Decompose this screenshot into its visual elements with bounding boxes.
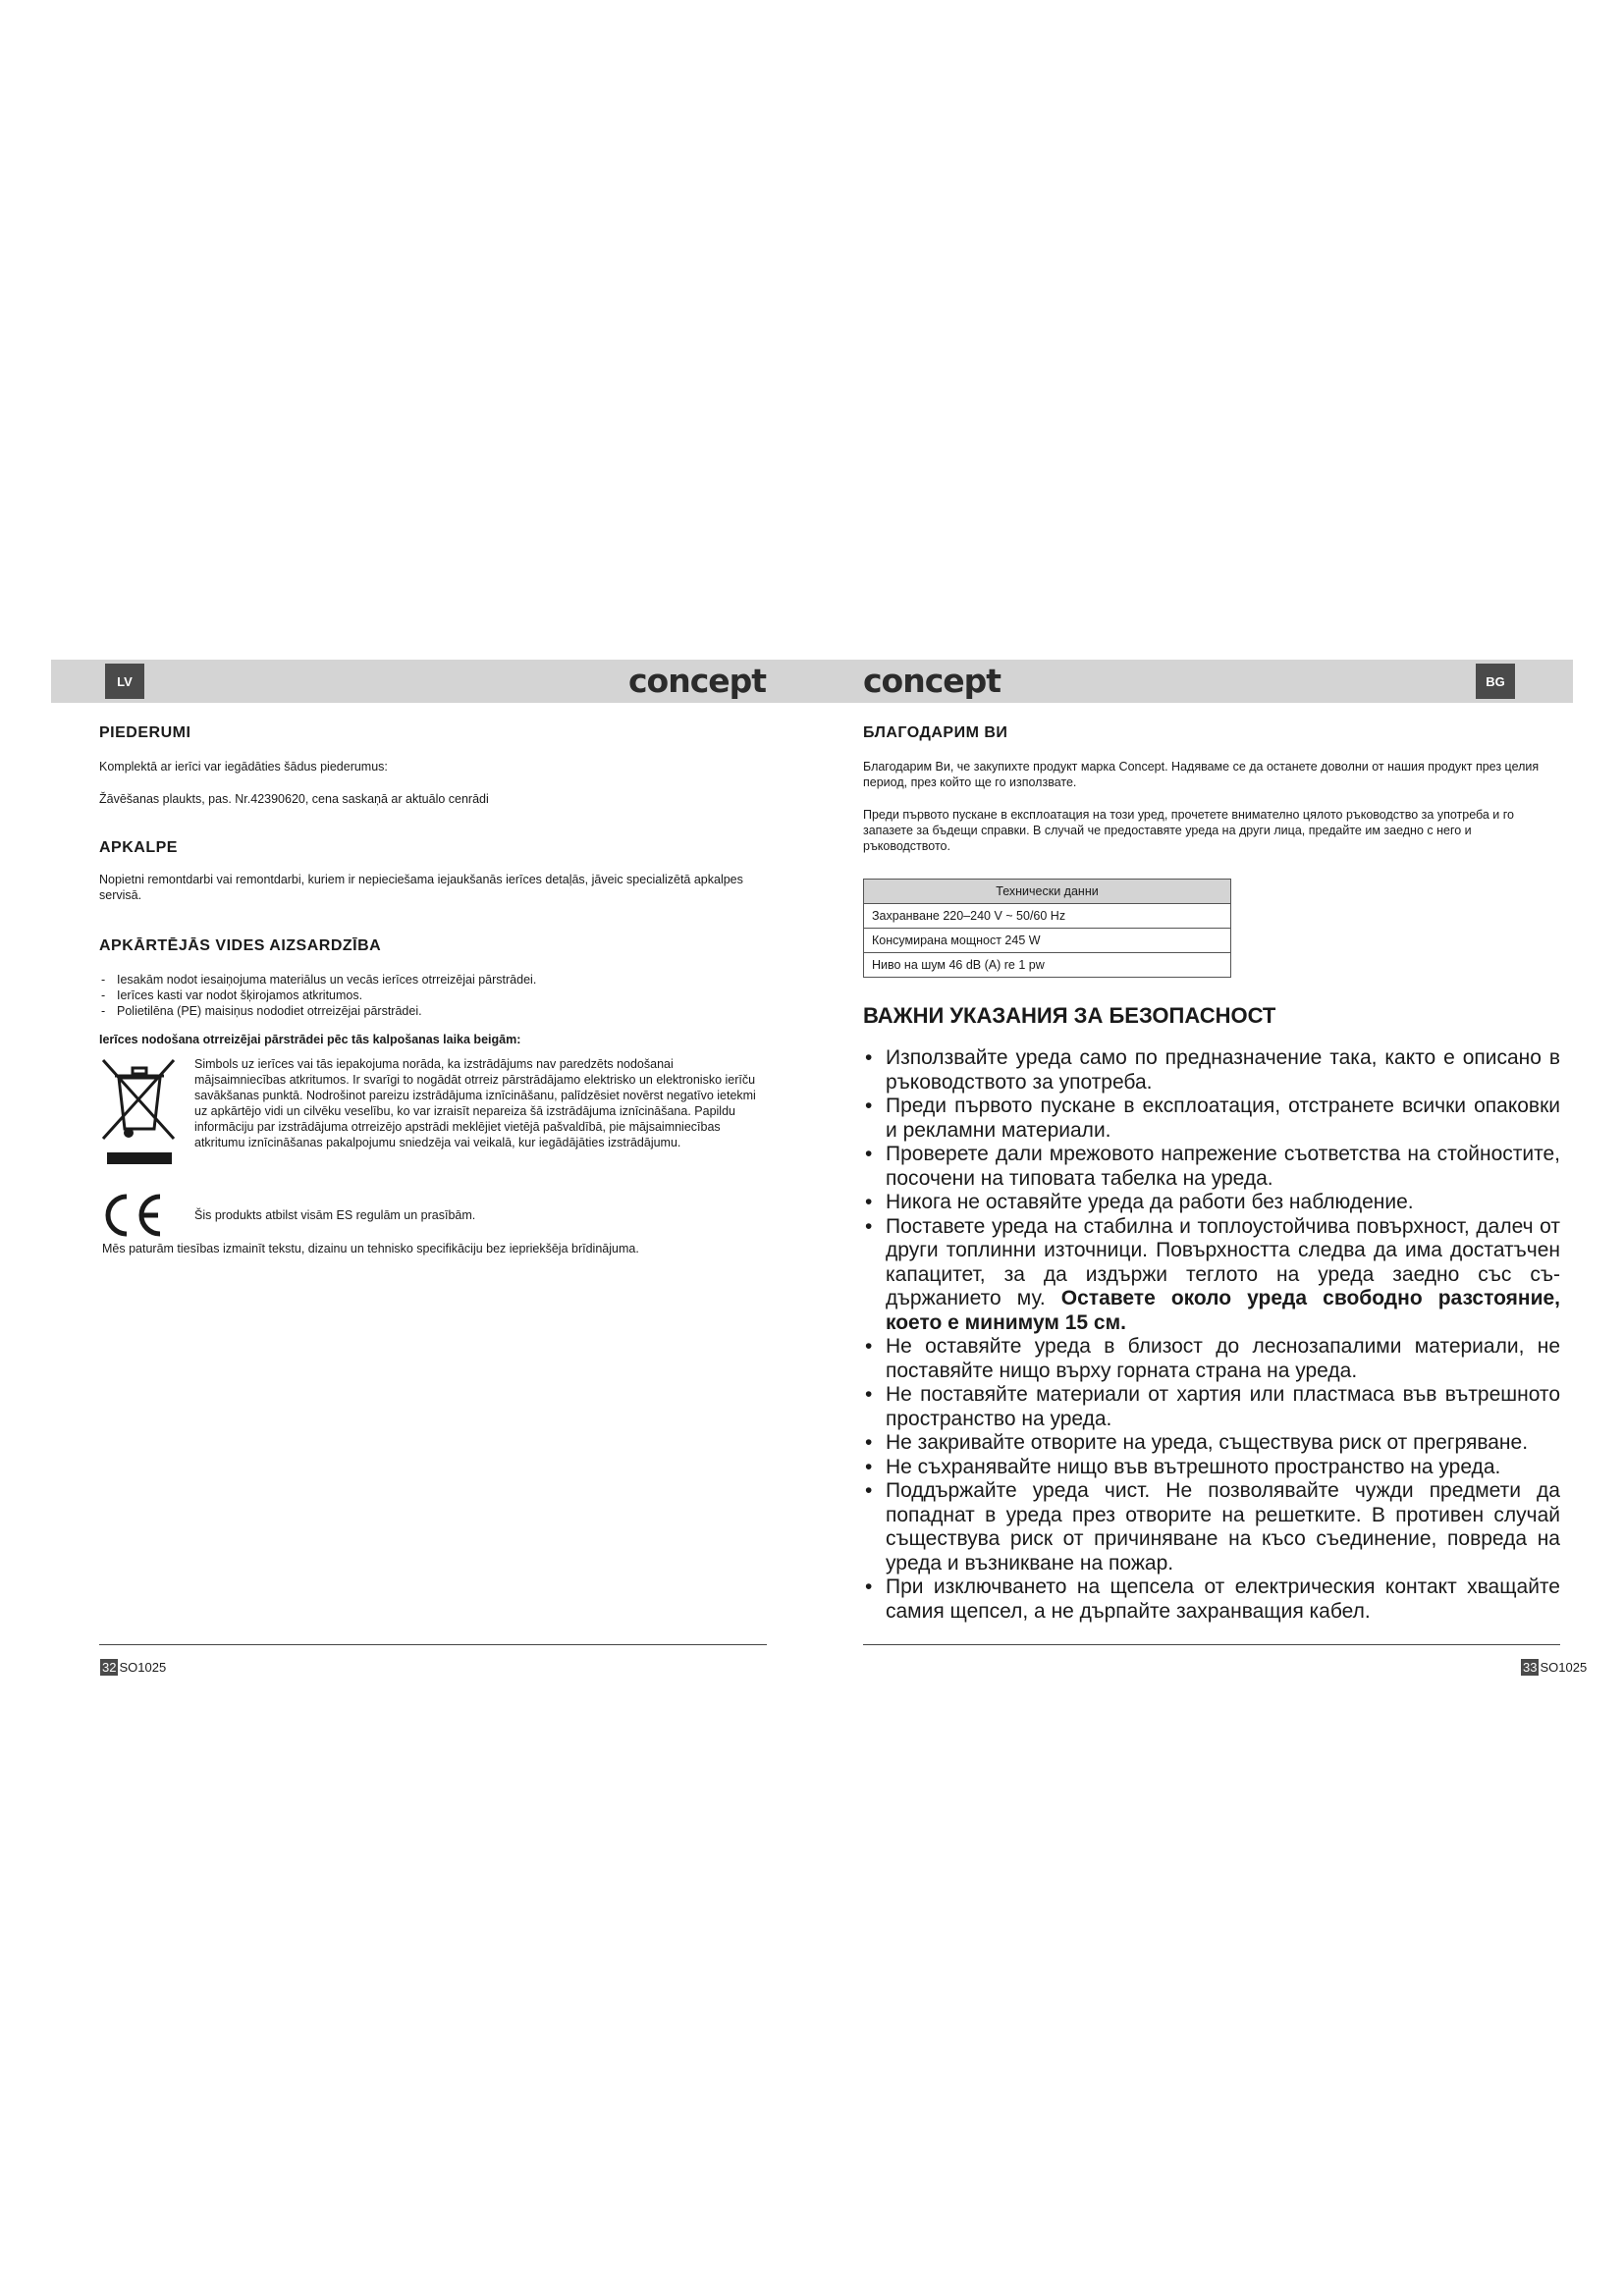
- table-row: Консумирана мощност 245 W: [864, 929, 1231, 953]
- list-item: • Никога не оставяйте уреда да работи без наблюдение.: [863, 1191, 1560, 1215]
- table-row: Захранване 220–240 V ~ 50/60 Hz: [864, 904, 1231, 929]
- section-title-service: APKALPE: [99, 839, 178, 856]
- table-row: Ниво на шум 46 dB (A) re 1 pw: [864, 953, 1231, 978]
- list-item: • Преди първото пускане в експлоатация, отстранете всички опаковки и рекламни материали.: [863, 1095, 1560, 1143]
- list-item: - Iesakām nodot iesaiņojuma materiālus un vecās ierīces otrreizējai pārstrādei.: [99, 972, 767, 988]
- disclaimer: Mēs paturām tiesības izmainīt tekstu, dizainu un tehnisko specifikāciju bez iepriekšēja brīdinājuma.: [102, 1242, 639, 1255]
- thanks-text-2: Преди първото пускане в експлоатация на този уред, прочетете внимателно цялото ръководство за употреба и го запазете за бъдещи справки. В случай че предоставяте уреда на други лица, предайте им заедно с него и ръководството.: [863, 808, 1514, 853]
- language-badge: LV: [105, 664, 144, 699]
- section-title-environment: APKĀRTĒJĀS VIDES AIZSARDZĪBA: [99, 937, 382, 954]
- ce-mark-icon: [99, 1191, 164, 1240]
- page-footer: [100, 1659, 166, 1676]
- table-header: Технически данни: [864, 880, 1231, 904]
- page-number: 33: [1523, 1660, 1538, 1675]
- recycling-subtitle: Ierīces nodošana otrreizējai pārstrādei pēc tās kalpošanas laika beigām:: [99, 1033, 521, 1046]
- list-item: • Не поставяйте материали от хартия или пластмаса във вътрешното пространство на уреда.: [863, 1383, 1560, 1431]
- list-item: • Поддържайте уреда чист. Не позволявайте чужди предмети да попаднат в уреда през отворите на решетките. В противен случай съществува риск от причиняване на късо съединение, повреда на уреда и възникване на пожар.: [863, 1479, 1560, 1575]
- environment-list: [99, 972, 767, 1019]
- model-code: SO1025: [119, 1660, 167, 1675]
- language-badge: BG: [1476, 664, 1515, 699]
- ce-text: Šis produkts atbilst visām ES regulām un prasībām.: [194, 1208, 476, 1222]
- thanks-text-1: Благодарим Ви, че закупихте продукт марка Concept. Надяваме се да останете доволни от нашия продукт през целия период, през който ще го използвате.: [863, 760, 1540, 789]
- weee-block: [99, 1056, 767, 1174]
- safety-list: [863, 1046, 1560, 1624]
- list-item: • Не оставяйте уреда в близост до леснозапалими материали, не поставяйте нищо върху горната страна на уреда.: [863, 1335, 1560, 1383]
- brand-logo: concept: [628, 662, 767, 700]
- list-item: - Ierīces kasti var nodot šķirojamos atkritumos.: [99, 988, 767, 1003]
- list-item-bold: Оставете около уреда свободно разстояние, което е минимум 15 см.: [886, 1287, 1560, 1334]
- accessories-item: Žāvēšanas plaukts, pas. Nr.42390620, cena saskaņā ar aktuālo cenrādi: [99, 792, 489, 806]
- list-item-text: Поставете уреда на стабилна и топлоустойчива повърхност, далеч от други топлинни източници. Повърхността следва да има достатъчен капацитет, за да издържи теглото на уреда заедно със съ- държанието му.: [886, 1214, 1560, 1309]
- accessories-intro: Komplektā ar ierīci var iegādāties šādus piederumus:: [99, 760, 388, 774]
- left-content: [99, 724, 767, 1256]
- page-footer: [1521, 1659, 1587, 1676]
- page-number: 32: [102, 1660, 117, 1675]
- tech-data-table: [863, 879, 1231, 978]
- list-item: - Polietilēna (PE) maisiņus nododiet otrreizējai pārstrādei.: [99, 1003, 767, 1019]
- model-code: SO1025: [1540, 1660, 1588, 1675]
- list-item: [863, 1215, 1560, 1336]
- footer-divider: [863, 1644, 1560, 1645]
- right-content: [863, 724, 1560, 1624]
- weee-bin-icon: [99, 1056, 180, 1174]
- footer-divider: [99, 1644, 767, 1645]
- section-title-accessories: PIEDERUMI: [99, 724, 191, 741]
- list-item: • Не закривайте отворите на уреда, съществува риск от прегряване.: [863, 1431, 1560, 1456]
- section-title-safety: ВАЖНИ УКАЗАНИЯ ЗА БЕЗОПАСНОСТ: [863, 1003, 1276, 1028]
- page-right: [812, 0, 1624, 2296]
- list-item: • При изключването на щепсела от електрическия контакт хващайте самия щепсел, а не дърпайте захранващия кабел.: [863, 1575, 1560, 1624]
- ce-block: [99, 1191, 767, 1240]
- brand-logo: concept: [863, 662, 1001, 700]
- service-text: Nopietni remontdarbi vai remontdarbi, kuriem ir nepieciešama iejaukšanās ierīces detaļās, jāveic specializētā apkalpes servisā.: [99, 873, 743, 902]
- section-title-thanks: БЛАГОДАРИМ ВИ: [863, 724, 1008, 741]
- list-item: • Използвайте уреда само по предназначение така, както е описано в ръководството за употреба.: [863, 1046, 1560, 1095]
- list-item: • Проверете дали мрежовото напрежение съответства на стойностите, посочени на типовата табелка на уреда.: [863, 1143, 1560, 1191]
- list-item: • Не съхранявайте нищо във вътрешното пространство на уреда.: [863, 1456, 1560, 1480]
- weee-text: Simbols uz ierīces vai tās iepakojuma norāda, ka izstrādājums nav paredzēts nodošanai mājsaimniecības atkritumos. Ir svarīgi to nogādāt otrreiz pārstrādājamo elektrisko un elektronisko ierīču savākšanas punktā. Nodrošinot pareizu izstrādājuma iznīcināšanu, palīdzēsiet novērst negatīvo ietekmi uz apkārtējo vidi un cilvēku veselību, ko var izraisīt nepareiza šā izstrādājuma iznīcināšana. Papildu informāciju par izstrādājuma otrreizējo apstrādi meklējiet vietējā pašvaldībā, pie mājsaimniecības atkritumu iznīcināšanas pakalpojumu sniedzēja vai veikalā, kur iegādājāties izstrādājumu.: [194, 1057, 756, 1149]
